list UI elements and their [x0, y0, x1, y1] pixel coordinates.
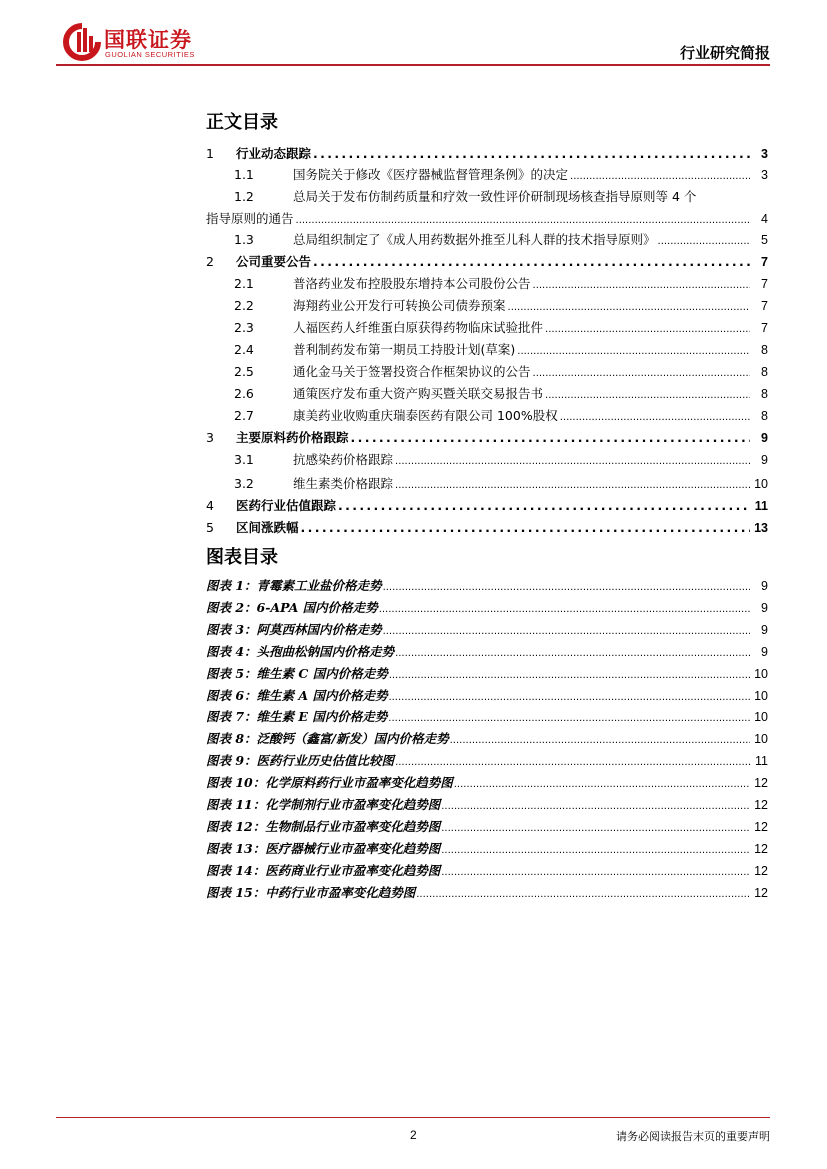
- logo-text: 国联证券: [104, 28, 192, 52]
- figure-entry-title: 图表 7：维生素 E 国内价格走势: [206, 709, 388, 724]
- toc-entry-number: 3.2: [234, 476, 254, 491]
- toc-entry-page: 8: [761, 387, 768, 401]
- figure-entry-page: 10: [754, 689, 768, 703]
- toc-entry-page: 7: [761, 277, 768, 291]
- header-divider: [56, 64, 770, 66]
- toc-entry-number: 2.1: [234, 276, 254, 291]
- toc-entry-number: 2.7: [234, 408, 254, 423]
- dot-leader: [383, 578, 750, 596]
- toc-entry-title: 康美药业收购重庆瑞泰医药有限公司 100%股权: [293, 408, 558, 423]
- toc-entry-page: 3: [761, 147, 768, 161]
- dot-leader: [441, 797, 750, 815]
- toc-entry-page: 8: [761, 343, 768, 357]
- figure-entry-page: 9: [761, 645, 768, 659]
- dot-leader: [441, 819, 750, 837]
- dot-leader: [416, 885, 750, 903]
- figure-entry-page: 9: [761, 601, 768, 615]
- figure-entry-page: 10: [754, 732, 768, 746]
- figure-entry-page: 12: [754, 820, 768, 834]
- figure-list-title: 图表目录: [206, 547, 278, 568]
- logo-mark-icon: [62, 22, 102, 62]
- dot-leader: [545, 386, 750, 404]
- toc-entry-title: 人福医药人纤维蛋白原获得药物临床试验批件: [293, 320, 544, 335]
- page-number: 2: [410, 1128, 417, 1142]
- dot-leader: [570, 167, 750, 185]
- toc-entry-title: 普洛药业发布控股股东增持本公司股份公告: [293, 276, 531, 291]
- dot-leader: [533, 364, 750, 382]
- toc-entry-page: 7: [761, 255, 768, 269]
- dot-leader: [395, 452, 750, 470]
- dot-leader: [560, 408, 750, 426]
- toc-entry-page: 9: [761, 453, 768, 467]
- figure-entry-title: 图表 2：6-APA 国内价格走势: [206, 600, 378, 615]
- figure-entry-page: 12: [754, 798, 768, 812]
- dot-leader: [389, 666, 750, 684]
- toc-entry-number: 4: [206, 498, 214, 513]
- dot-leader: [296, 211, 750, 229]
- dot-leader: [533, 276, 750, 294]
- figure-entry-title: 图表 3：阿莫西林国内价格走势: [206, 622, 382, 637]
- dot-leader: [383, 622, 750, 640]
- logo-subtext: GUOLIAN SECURITIES: [105, 50, 195, 59]
- dot-leader: [395, 644, 750, 662]
- dot-leader: [658, 232, 750, 250]
- dot-leader: [517, 342, 750, 360]
- toc-entry-number: 2.3: [234, 320, 254, 335]
- dot-leader: [388, 688, 750, 706]
- figure-entry-title: 图表 9：医药行业历史估值比较图: [206, 753, 395, 768]
- dot-leader: [450, 731, 750, 749]
- toc-entry-page: 13: [754, 521, 768, 535]
- toc-entry-number: 2.4: [234, 342, 254, 357]
- toc-entry-page: 8: [761, 365, 768, 379]
- toc-entry-title: 区间涨跌幅: [236, 520, 299, 535]
- figure-entry-page: 12: [754, 886, 768, 900]
- figure-entry-title: 图表 15：中药行业市盈率变化趋势图: [206, 885, 416, 900]
- figure-entry-title: 图表 10：化学原料药行业市盈率变化趋势图: [206, 775, 453, 790]
- dot-leader: [313, 254, 750, 270]
- dot-leader: [301, 520, 750, 536]
- page-header: [0, 0, 827, 70]
- toc-entry-title: 行业动态跟踪: [236, 146, 312, 161]
- dot-leader: [441, 863, 750, 881]
- figure-entry-page: 9: [761, 579, 768, 593]
- toc-entry-number: 3: [206, 430, 214, 445]
- dot-leader: [395, 476, 750, 494]
- toc-entry-number: 3.1: [234, 452, 254, 467]
- toc-entry-number: 5: [206, 520, 214, 535]
- figure-entry-title: 图表 1：青霉素工业盐价格走势: [206, 578, 382, 593]
- document-type: 行业研究简报: [679, 44, 770, 62]
- dot-leader: [379, 600, 750, 618]
- toc-entry-page: 10: [754, 477, 768, 491]
- toc-title: 正文目录: [206, 112, 278, 133]
- dot-leader: [351, 430, 750, 446]
- toc-entry-page: 7: [761, 299, 768, 313]
- figure-entry-page: 12: [754, 842, 768, 856]
- toc-entry-page: 4: [761, 212, 768, 226]
- dot-leader: [338, 498, 750, 514]
- toc-entry-title: 主要原料药价格跟踪: [236, 430, 349, 445]
- figure-entry-page: 10: [754, 667, 768, 681]
- dot-leader: [454, 775, 750, 793]
- toc-entry-title: 通策医疗发布重大资产购买暨关联交易报告书: [293, 386, 544, 401]
- figure-entry-page: 9: [761, 623, 768, 637]
- toc-entry-page: 5: [761, 233, 768, 247]
- figure-entry-title: 图表 11：化学制剂行业市盈率变化趋势图: [206, 797, 441, 812]
- figure-entry-page: 12: [754, 864, 768, 878]
- figure-entry-title: 图表 8：泛酸钙（鑫富/新发）国内价格走势: [206, 731, 449, 746]
- toc-entry-number: 1: [206, 146, 214, 161]
- dot-leader: [441, 841, 750, 859]
- figure-entry-title: 图表 12：生物制品行业市盈率变化趋势图: [206, 819, 441, 834]
- toc-entry-number: 2.2: [234, 298, 254, 313]
- figure-entry-title: 图表 4：头孢曲松钠国内价格走势: [206, 644, 395, 659]
- figure-entry-title: 图表 13：医疗器械行业市盈率变化趋势图: [206, 841, 441, 856]
- footer-disclaimer: 请务必阅读报告末页的重要声明: [616, 1130, 770, 1143]
- toc-entry-page: 8: [761, 409, 768, 423]
- dot-leader: [508, 298, 750, 316]
- toc-entry-page: 9: [761, 431, 768, 445]
- toc-entry-number: 2.6: [234, 386, 254, 401]
- toc-entry-title-cont: 指导原则的通告: [206, 211, 294, 226]
- toc-entry-title: 医药行业估值跟踪: [236, 498, 337, 513]
- toc-entry-number: 1.2: [234, 189, 254, 204]
- figure-entry-title: 图表 5：维生素 C 国内价格走势: [206, 666, 388, 681]
- dot-leader: [395, 753, 750, 771]
- dot-leader: [388, 709, 750, 727]
- figure-entry-page: 11: [755, 754, 768, 768]
- toc-entry-title: 抗感染药价格跟踪: [293, 452, 394, 467]
- toc-entry-page: 3: [761, 168, 768, 182]
- toc-entry-title: 总局组织制定了《成人用药数据外推至儿科人群的技术指导原则》: [293, 232, 656, 247]
- toc-entry-page: 7: [761, 321, 768, 335]
- toc-entry-title: 国务院关于修改《医疗器械监督管理条例》的决定: [293, 167, 569, 182]
- dot-leader: [545, 320, 750, 338]
- toc-entry-title: 海翔药业公开发行可转换公司债券预案: [293, 298, 506, 313]
- figure-entry-page: 10: [754, 710, 768, 724]
- toc-entry-title: 公司重要公告: [236, 254, 312, 269]
- toc-entry-number: 1.1: [234, 167, 254, 182]
- toc-entry-title: 普利制药发布第一期员工持股计划(草案): [293, 342, 516, 357]
- company-logo: [62, 22, 262, 62]
- toc-entry-number: 1.3: [234, 232, 254, 247]
- toc-entry-number: 2: [206, 254, 214, 269]
- toc-entry-title: 维生素类价格跟踪: [293, 476, 394, 491]
- toc-entry-page: 11: [754, 499, 768, 513]
- figure-entry-page: 12: [754, 776, 768, 790]
- toc-entry-number: 2.5: [234, 364, 254, 379]
- figure-entry-title: 图表 14：医药商业行业市盈率变化趋势图: [206, 863, 441, 878]
- toc-entry-title: 总局关于发布仿制药质量和疗效一致性评价研制现场核查指导原则等 4 个: [293, 189, 697, 204]
- toc-entry-title: 通化金马关于签署投资合作框架协议的公告: [293, 364, 531, 379]
- figure-entry-title: 图表 6：维生素 A 国内价格走势: [206, 688, 388, 703]
- dot-leader: [313, 146, 750, 162]
- footer-divider: [56, 1117, 770, 1118]
